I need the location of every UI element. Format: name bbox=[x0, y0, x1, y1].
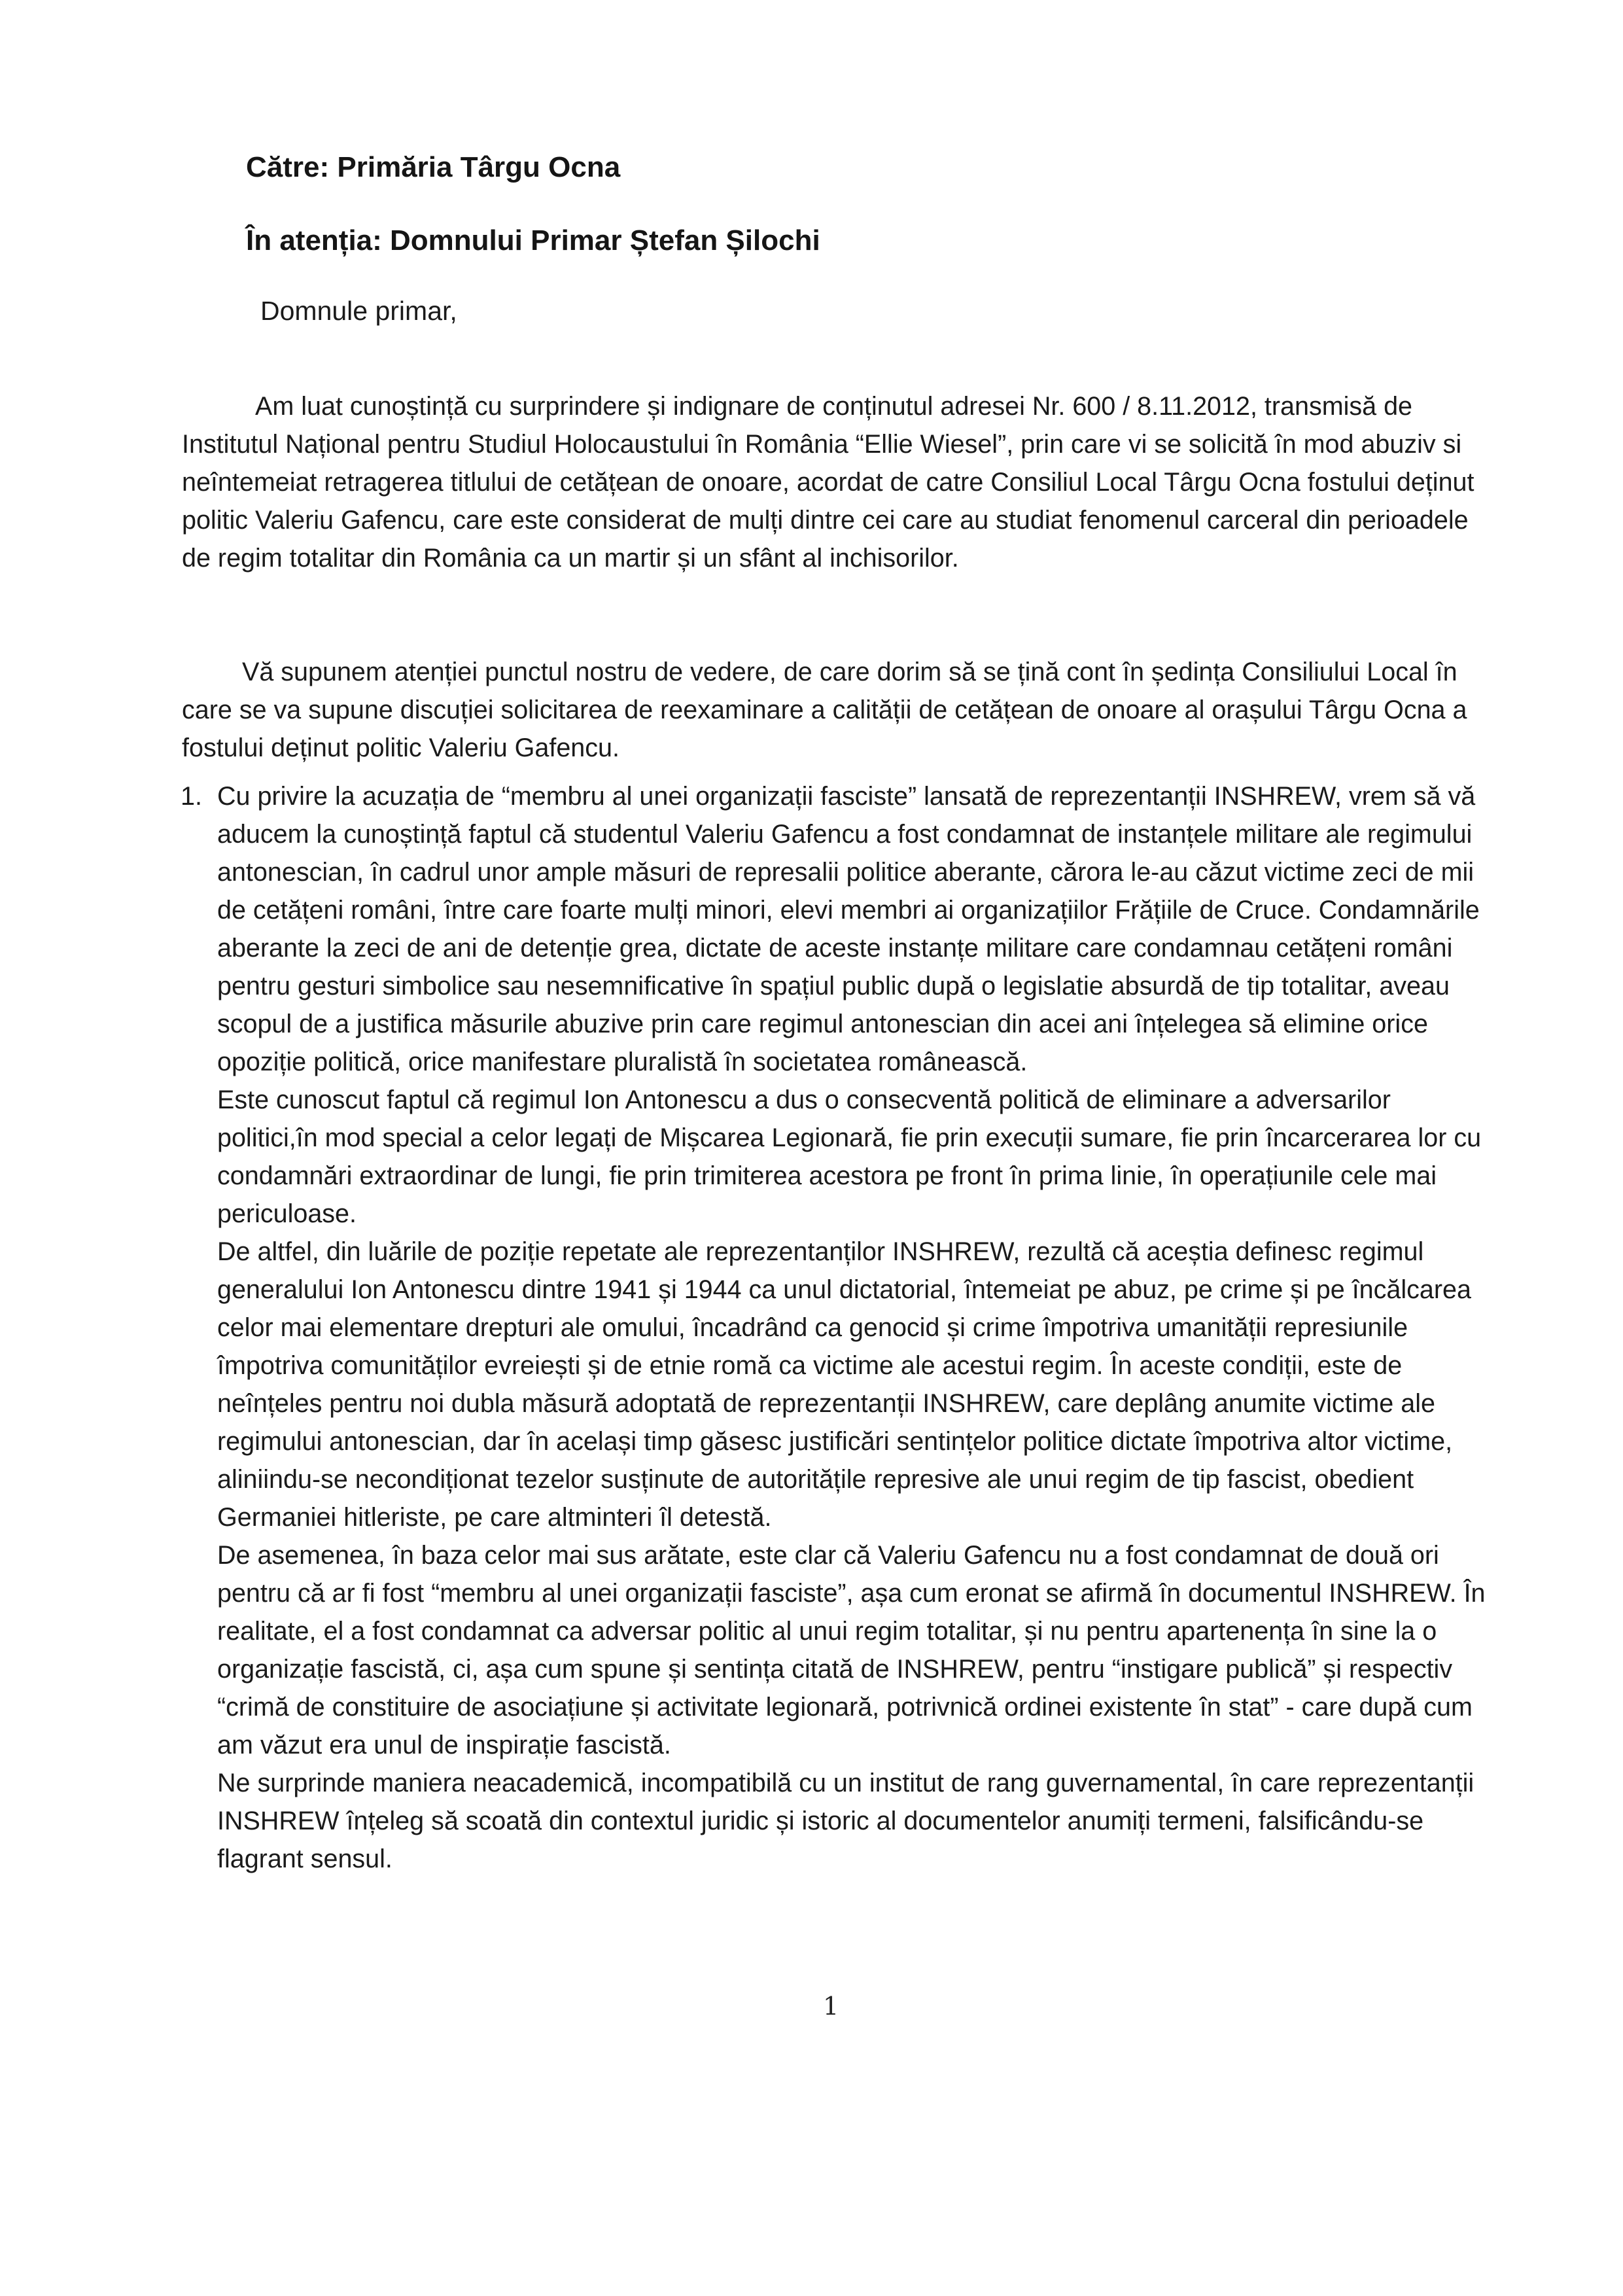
request-paragraph: Vă supunem atenției punctul nostru de vedere, de care dorim să se țină cont în ședința Consiliului Local în care se va supune discuției solicitarea de reexaminare a calității de cetățean de onoare al orașului Târgu Ocna a fostului deținut politic Valeriu Gafencu. bbox=[182, 657, 1467, 762]
point-paragraph: Este cunoscut faptul că regimul Ion Antonescu a dus o consecventă politică de eliminare a adversarilor politici,în mod special a celor legați de Mișcarea Legionară, fie prin execuții sumare, fie prin încarcerarea lor cu condamnări extraordinar de lungi, fie prin trimiterea acestora pe front în prima linie, în operațiunile cele mai periculoase. bbox=[217, 1086, 1482, 1228]
salutation: Domnule primar, bbox=[260, 296, 457, 326]
attention-heading: În atenția: Domnului Primar Ștefan Șilochi bbox=[246, 224, 820, 256]
point-paragraph: Ne surprinde maniera neacademică, incompatibilă cu un institut de rang guvernamental, în care reprezentanții INSHREW înțeleg să scoată din contextul juridic și istoric al documentelor anumiți termeni, falsificându-se flagrant sensul. bbox=[217, 1769, 1475, 1873]
page-number: 1 bbox=[823, 1992, 839, 2021]
recipient-heading: Către: Primăria Târgu Ocna bbox=[246, 151, 621, 183]
point-paragraph: Cu privire la acuzația de “membru al unei organizații fasciste” lansată de reprezentanții INSHREW, vrem să vă aducem la cunoștință faptul că studentul Valeriu Gafencu a fost condamnat de instanțele militare ale regimului antonescian, în cadrul unor ample măsuri de represalii politice aberante, cărora le-au căzut victime zeci de mii de cetățeni români, între care foarte mulți minori, elevi membri ai organizațiilor Frățiile de Cruce. Condamnările aberante la zeci de ani de detenție grea, dictate de aceste instanțe militare care condamnau cetățeni români pentru gesturi simbolice sau nesemnificative în spațiul public după o legislatie absurdă de tip totalitar, aveau scopul de a justifica măsurile abuzive prin care regimul antonescian din acei ani înțelegea să elimine orice opoziție politică, orice manifestare pluralistă în societatea românească. bbox=[217, 782, 1480, 1076]
list-item bbox=[177, 777, 1492, 1878]
point-paragraph: De asemenea, în baza celor mai sus arătate, este clar că Valeriu Gafencu nu a fost condamnat de două ori pentru că ar fi fost “membru al unei organizații fasciste”, așa cum eronat se afirmă în documentul INSHREW. În realitate, el a fost condamnat ca adversar politic al unui regim totalitar, și nu pentru apartenența în sine la o organizație fascistă, ci, așa cum spune și sentința citată de INSHREW, pentru “instigare publică” și respectiv “crimă de constituire de asociațiune și activitate legionară, potrivnică ordinei existente în stat” - care după cum am văzut era unul de inspirație fascistă. bbox=[217, 1541, 1486, 1759]
intro-paragraph: Am luat cunoștință cu surprindere și indignare de conținutul adresei Nr. 600 / 8.11.2012, transmisă de Institutul Național pentru Studiul Holocaustului în România “Ellie Wiesel”, prin care vi se solicită în mod abuziv si neîntemeiat retragerea titlului de cetățean de onoare, acordat de catre Consiliul Local Târgu Ocna fostului deținut politic Valeriu Gafencu, care este considerat de mulți dintre cei care au studiat fenomenul carceral din perioadele de regim totalitar din România ca un martir și un sfânt al inchisorilor. bbox=[182, 391, 1475, 573]
numbered-points-list bbox=[177, 777, 1492, 1878]
list-item-number: 1. bbox=[181, 782, 202, 811]
point-paragraph: De altfel, din luările de poziție repetate ale reprezentanților INSHREW, rezultă că aceștia definesc regimul generalului Ion Antonescu dintre 1941 și 1944 ca unul dictatorial, întemeiat pe abuz, pe crime și pe încălcarea celor mai elementare drepturi ale omului, încadrând ca genocid și crime împotriva umanității represiunile împotriva comunităților evreiești și de etnie romă ca victime ale acestui regim. În aceste condiții, este de neînțeles pentru noi dubla măsură adoptată de reprezentanții INSHREW, care deplâng anumite victime ale regimului antonescian, dar în același timp găsesc justificări sentințelor politice dictate împotriva altor victime, aliniindu-se necondiționat tezelor susținute de autoritățile represive ale unui regim de tip fascist, obedient Germaniei hitleriste, pe care altminteri îl detestă. bbox=[217, 1237, 1471, 1532]
